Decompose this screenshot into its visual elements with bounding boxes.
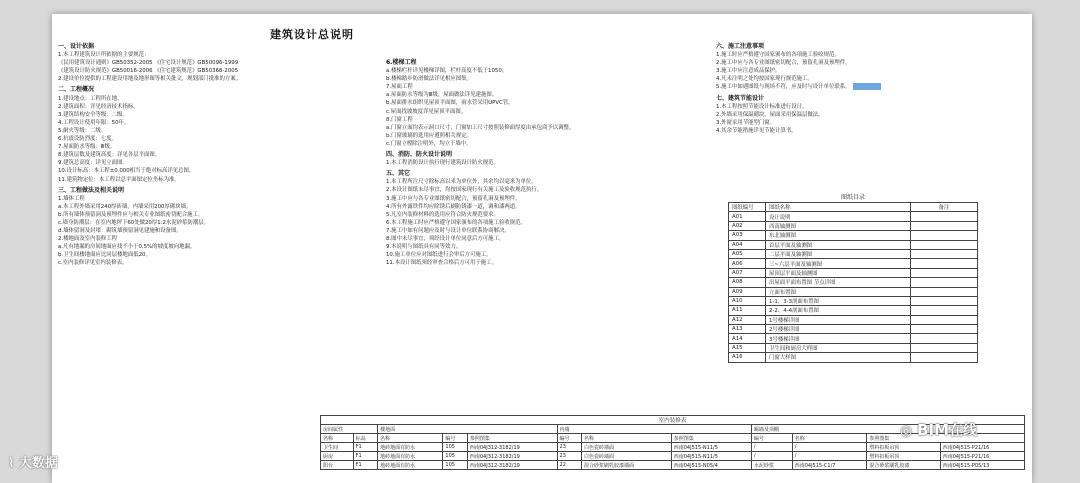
index-cell: 3号楼梯详图 bbox=[766, 334, 911, 343]
finish-cell: 105 bbox=[443, 452, 467, 461]
finish-cell: 白色瓷砖墙面 bbox=[582, 452, 672, 461]
table-row bbox=[729, 306, 978, 315]
index-cell bbox=[911, 296, 978, 305]
index-cell: A10 bbox=[729, 296, 766, 305]
index-cell: A14 bbox=[729, 334, 766, 343]
finish-cell: 混合砂浆刷乳胶漆墙面 bbox=[582, 461, 672, 470]
body-line: 11.本设计图纸须经审查合格后方可用于施工。 bbox=[386, 260, 497, 267]
section-heading: 6.楼梯工程 bbox=[386, 59, 417, 66]
finish-cell: 105 bbox=[443, 461, 467, 470]
table-row bbox=[729, 231, 978, 240]
finish-cell: 西南04J515-P21/16 bbox=[940, 443, 1024, 452]
finish-cell: 阳台 bbox=[321, 461, 354, 470]
finish-sub-header: 名称 bbox=[792, 434, 867, 443]
index-cell: A11 bbox=[729, 306, 766, 315]
finish-sub-header: 参照图集 bbox=[467, 434, 557, 443]
index-cell bbox=[911, 278, 978, 287]
index-cell bbox=[911, 212, 978, 221]
group-header-wall: 内墙 bbox=[557, 425, 751, 434]
body-line: 9.建筑总高度：详见立面图。 bbox=[58, 160, 128, 167]
body-line: 3.施工中应与各专业图纸密切配合，预留孔洞及预埋件。 bbox=[386, 195, 521, 202]
index-cell: 二层平面及轴测图 bbox=[766, 249, 911, 258]
section-heading: 七、建筑节能设计 bbox=[716, 94, 765, 102]
finish-cell: 厨房 bbox=[321, 452, 354, 461]
body-line: c.室内装修详见室内装修表。 bbox=[58, 260, 128, 267]
index-cell: 卫生间和厨房大样图 bbox=[766, 343, 911, 352]
table-row bbox=[729, 296, 978, 305]
body-line: 2.楼地面及室内装修工程 bbox=[58, 236, 118, 243]
body-line: 7.施工中如有问题应及时与设计单位联系协商解决。 bbox=[386, 227, 510, 234]
body-line: 5.凡室内装修材料的选用应符合防火规范要求。 bbox=[386, 211, 499, 218]
index-cell: 首层平面及轴测图 bbox=[766, 240, 911, 249]
index-cell: A06 bbox=[729, 259, 766, 268]
finish-cell: 白色瓷砖墙面 bbox=[582, 443, 672, 452]
body-line: 1.施工时应严格遵守国家颁布的各项施工验收规范。 bbox=[716, 52, 840, 59]
index-cell: A16 bbox=[729, 353, 766, 362]
finish-sub-header: 参照图集 bbox=[671, 434, 751, 443]
index-header-cell: 图纸编号 bbox=[729, 203, 766, 212]
index-cell bbox=[911, 343, 978, 352]
body-line: 11.建筑物定位：本工程以总平面图定位坐标为准。 bbox=[58, 176, 180, 183]
finish-cell: 22 bbox=[557, 461, 581, 470]
watermark-left: ⌇ 大数据 bbox=[8, 456, 58, 471]
index-cell: A04 bbox=[729, 240, 766, 249]
body-line: a.本工程外墙采用240厚砖墙，内墙采用200厚砌块墙。 bbox=[58, 203, 192, 210]
table-row bbox=[729, 221, 978, 230]
finish-sub-header: 名称 bbox=[321, 434, 354, 443]
finish-sub-header: 标高 bbox=[353, 434, 377, 443]
finish-cell: / bbox=[792, 452, 867, 461]
body-line: 6.本工程施工时应严格遵守国家颁布的各项施工验收规范。 bbox=[386, 219, 526, 226]
body-line: 7.屋面工程 bbox=[386, 84, 413, 91]
finish-cell: 23 bbox=[557, 443, 581, 452]
table-row bbox=[321, 452, 1025, 461]
finish-cell: 地砖地面有防水 bbox=[378, 461, 443, 470]
watermark-right-text: 在线 bbox=[949, 423, 978, 439]
body-line: 1.建设地点：工程所在地。 bbox=[58, 95, 123, 102]
finish-cell: 地砖地面有防水 bbox=[378, 452, 443, 461]
body-line: 4.所有外露铁件均应除锈后刷防锈漆一道，调和漆两道。 bbox=[386, 203, 521, 210]
body-line: a.屋面防水等级为Ⅲ级，屋面做法详见建施图。 bbox=[386, 92, 498, 99]
body-line: 2.本设计图纸未尽事宜，均按国家现行有关施工及验收规范执行。 bbox=[386, 187, 543, 194]
body-line: b.屋面排水组织见屋顶平面图，雨水管采用UPVC管。 bbox=[386, 100, 514, 107]
body-line: 4.其余节能措施详见节能计算书。 bbox=[716, 127, 797, 134]
body-line: 9.本说明与图纸具有同等效力。 bbox=[386, 244, 462, 251]
section-heading: 四、消防、防火设计说明 bbox=[386, 151, 453, 159]
drawing-index-table bbox=[728, 191, 978, 363]
index-cell: 屋顶层平面及轴测图 bbox=[766, 268, 911, 277]
index-cell: 2-2、4-4剖面布置图 bbox=[766, 306, 911, 315]
finish-cell: F1 bbox=[353, 452, 377, 461]
index-cell: 三~六层平面及轴测图 bbox=[766, 259, 911, 268]
body-line: a.楼梯栏杆详见楼梯详图，栏杆高度不低于1050。 bbox=[386, 68, 508, 75]
body-line: 2.建筑面积：详见经济技术指标。 bbox=[58, 103, 139, 110]
finish-cell: F1 bbox=[353, 461, 377, 470]
index-cell: 1-1、3-3剖面布置图 bbox=[766, 296, 911, 305]
watermark-bim: BIM bbox=[917, 421, 950, 439]
finish-cell: 西南04J515-N11/5 bbox=[671, 452, 751, 461]
index-cell: A09 bbox=[729, 287, 766, 296]
body-line: 8.建筑层数及建筑高度：详见各层平面图。 bbox=[58, 152, 161, 159]
index-cell bbox=[911, 334, 978, 343]
finish-cell: 塑料扣板吊顶 bbox=[867, 443, 940, 452]
finish-cell: 塑料扣板吊顶 bbox=[867, 452, 940, 461]
table-row bbox=[729, 249, 978, 258]
text-selection-highlight bbox=[853, 83, 881, 90]
finish-cell: 西南04J515-P21/16 bbox=[940, 452, 1024, 461]
index-cell: A01 bbox=[729, 212, 766, 221]
watermark-right bbox=[900, 420, 977, 440]
index-cell bbox=[911, 231, 978, 240]
body-line: 1.墙体工程 bbox=[58, 195, 85, 202]
group-header-room: 房间属性 bbox=[321, 425, 378, 434]
index-cell: 门窗大样图 bbox=[766, 353, 911, 362]
chat-bubble-icon: ◎ bbox=[900, 423, 913, 439]
index-cell bbox=[911, 240, 978, 249]
index-cell bbox=[911, 268, 978, 277]
body-line: 8.门窗工程 bbox=[386, 116, 413, 123]
index-cell: 立面布置图 bbox=[766, 287, 911, 296]
index-cell: A05 bbox=[729, 249, 766, 258]
body-line: c.墙身防潮层：在室内地坪下60处做20厚1:2水泥砂浆防潮层。 bbox=[58, 219, 210, 226]
body-line: 10.施工单位应对图纸进行会审后方可施工。 bbox=[386, 252, 492, 259]
finish-cell: 西南04J312-3182/19 bbox=[467, 452, 557, 461]
finish-cell: 23 bbox=[557, 452, 581, 461]
body-line: c.屋面找坡坡度详见屋顶平面图。 bbox=[386, 108, 467, 115]
index-cell: A03 bbox=[729, 231, 766, 240]
section-heading: 二、工程概况 bbox=[58, 86, 95, 94]
body-line: 1.本工程所注尺寸除标高以米为单位外，其余均以毫米为单位。 bbox=[386, 179, 537, 186]
body-line: 5.施工中如遇图纸与现场不符，应及时与设计单位联系。 bbox=[716, 83, 980, 91]
finish-cell: / bbox=[751, 443, 792, 452]
group-header-ceiling: 踢墙及顶棚 bbox=[751, 425, 1024, 434]
body-line: b.所有墙体预留洞及预埋件应与相关专业图纸密切配合施工。 bbox=[58, 211, 204, 218]
index-cell bbox=[911, 315, 978, 324]
body-line: 3.外窗采用节能型门窗。 bbox=[716, 119, 776, 126]
index-cell bbox=[911, 306, 978, 315]
finish-cell: 卫生间 bbox=[321, 443, 354, 452]
body-line: 《民用建筑设计通则》GB50352-2005 《住宅设计规范》GB50096-1999 bbox=[58, 60, 239, 67]
body-line: a.凡有地漏的房间地面应找不小于0.5%的坡度坡向地漏。 bbox=[58, 244, 196, 251]
index-header-cell: 图纸名称 bbox=[766, 203, 911, 212]
table-row bbox=[729, 259, 978, 268]
watermark-left-text: 大数据 bbox=[18, 456, 58, 471]
body-line: c.门窗立樘除注明外，均立于墙中。 bbox=[386, 140, 472, 147]
index-cell: 2号楼梯详图 bbox=[766, 325, 911, 334]
right-column bbox=[716, 40, 980, 135]
table-row bbox=[321, 443, 1025, 452]
section-heading: 五、其它 bbox=[386, 170, 411, 178]
index-cell: 西南轴测图 bbox=[766, 221, 911, 230]
body-line: a.门窗立面均表示洞口尺寸，门窗加工尺寸按照装修面厚度由承包商予以调整。 bbox=[386, 124, 575, 131]
body-line: 3.施工中应注意成品保护。 bbox=[716, 68, 781, 75]
body-line: 1.本工程消防设计执行现行建筑设计防火规范。 bbox=[386, 160, 499, 167]
body-line: 3.建筑结构安全等级：二级。 bbox=[58, 111, 128, 118]
finish-cell: 105 bbox=[443, 443, 467, 452]
body-line: 4.凡未注明之处均按国家现行规范施工。 bbox=[716, 76, 813, 83]
finish-cell: 西南04J515-N11/5 bbox=[671, 443, 751, 452]
body-line: d.墙体留洞及封堵：砌筑墙预留洞见建施和设备图。 bbox=[58, 228, 182, 235]
index-cell bbox=[911, 353, 978, 362]
middle-column bbox=[386, 56, 706, 267]
body-line: 6.抗震设防烈度：七度。 bbox=[58, 136, 118, 143]
finish-sub-header: 编号 bbox=[443, 434, 467, 443]
index-cell bbox=[911, 287, 978, 296]
body-line: b.卫生间楼地面应比同层楼地面低20。 bbox=[58, 252, 151, 259]
finish-sub-header: 名称 bbox=[378, 434, 443, 443]
finish-sub-header: 编号 bbox=[751, 434, 792, 443]
finish-cell: 西南04J515-N05/4 bbox=[671, 461, 751, 470]
index-cell: A15 bbox=[729, 343, 766, 352]
page-title: 建筑设计总说明 bbox=[270, 28, 354, 41]
body-line: 4.工程设计使用年限：50年。 bbox=[58, 119, 130, 126]
body-line: 1.本工程建筑设计所依据的主要规范： bbox=[58, 52, 150, 59]
body-line: b.门窗玻璃的选用应遵照相关规定。 bbox=[386, 132, 472, 139]
finish-sub-header: 名称 bbox=[582, 434, 672, 443]
index-cell: A02 bbox=[729, 221, 766, 230]
section-heading: 一、设计依据 bbox=[58, 43, 95, 50]
body-line: 2.施工中应与各专业图纸密切配合，预留孔洞及预埋件。 bbox=[716, 60, 851, 67]
left-column bbox=[58, 40, 378, 268]
table-row bbox=[729, 240, 978, 249]
body-line: 8.图中未尽事宜，须经设计单位同意后方可施工。 bbox=[386, 235, 505, 242]
table-row bbox=[729, 268, 978, 277]
body-line: 10.设计标高：本工程±0.000相当于绝对标高详见总图。 bbox=[58, 168, 195, 175]
index-cell bbox=[911, 325, 978, 334]
finish-sub-header: 参照图集 bbox=[867, 434, 1025, 443]
index-cell: A12 bbox=[729, 315, 766, 324]
body-line: 2.建设单位提供的工程建设用地及地形图等相关批文，规划部门批准的方案。 bbox=[58, 76, 242, 83]
finish-cell: / bbox=[792, 443, 867, 452]
finish-cell: F1 bbox=[353, 443, 377, 452]
table-row bbox=[729, 325, 978, 334]
section-heading: 三、工程做法及相关说明 bbox=[58, 186, 125, 194]
index-cell bbox=[911, 249, 978, 258]
index-cell bbox=[911, 259, 978, 268]
table-row bbox=[729, 315, 978, 324]
finish-cell: 混合砂浆刷乳胶漆 bbox=[867, 461, 940, 470]
body-line: 2.外墙采用保温砌块，屋面采用保温层做法。 bbox=[716, 111, 824, 118]
index-cell: A08 bbox=[729, 278, 766, 287]
body-line: 《建筑设计防火规范》GB50016-2006 《住宅建筑规范》GB50368-2005 bbox=[58, 68, 239, 75]
table-row bbox=[729, 343, 978, 352]
table-row bbox=[729, 287, 978, 296]
table-row bbox=[729, 212, 978, 221]
body-line: 7.屋面防水等级：Ⅲ级。 bbox=[58, 144, 116, 151]
index-cell: A07 bbox=[729, 268, 766, 277]
finish-cell: 地砖地面有防水 bbox=[378, 443, 443, 452]
finish-cell: 西南04J515-P05/13 bbox=[940, 461, 1024, 470]
index-cell bbox=[911, 221, 978, 230]
finish-table-caption: 室内装修表 bbox=[320, 415, 1025, 424]
drawing-index-caption: 图纸目录 bbox=[840, 194, 865, 201]
table-row bbox=[729, 334, 978, 343]
finish-cell: 水泥砂浆 bbox=[751, 461, 792, 470]
index-cell: A13 bbox=[729, 325, 766, 334]
table-row bbox=[729, 353, 978, 362]
finish-cell: / bbox=[751, 452, 792, 461]
index-cell: 出屋面平面布置图 节点详图 bbox=[766, 278, 911, 287]
table-row bbox=[321, 461, 1025, 470]
index-header-cell: 备注 bbox=[911, 203, 978, 212]
finish-cell: 西南04J312-3182/19 bbox=[467, 443, 557, 452]
group-header-floor: 楼地面 bbox=[378, 425, 557, 434]
section-heading: 六、施工注意事项 bbox=[716, 43, 765, 50]
index-cell: 东北轴测图 bbox=[766, 231, 911, 240]
index-cell: 设计说明 bbox=[766, 212, 911, 221]
index-cell: 1号楼梯详图 bbox=[766, 315, 911, 324]
finish-sub-header: 编号 bbox=[557, 434, 581, 443]
finish-cell: 西南04J515-C1/7 bbox=[792, 461, 867, 470]
finish-cell: 西南04J312-3182/19 bbox=[467, 461, 557, 470]
body-line: 1.本工程按照节能设计标准进行设计。 bbox=[716, 103, 808, 110]
table-row bbox=[729, 278, 978, 287]
body-line: b.楼梯踏步防滑做法详见相应图集。 bbox=[386, 76, 472, 83]
body-line: 5.耐火等级：二级。 bbox=[58, 127, 107, 134]
